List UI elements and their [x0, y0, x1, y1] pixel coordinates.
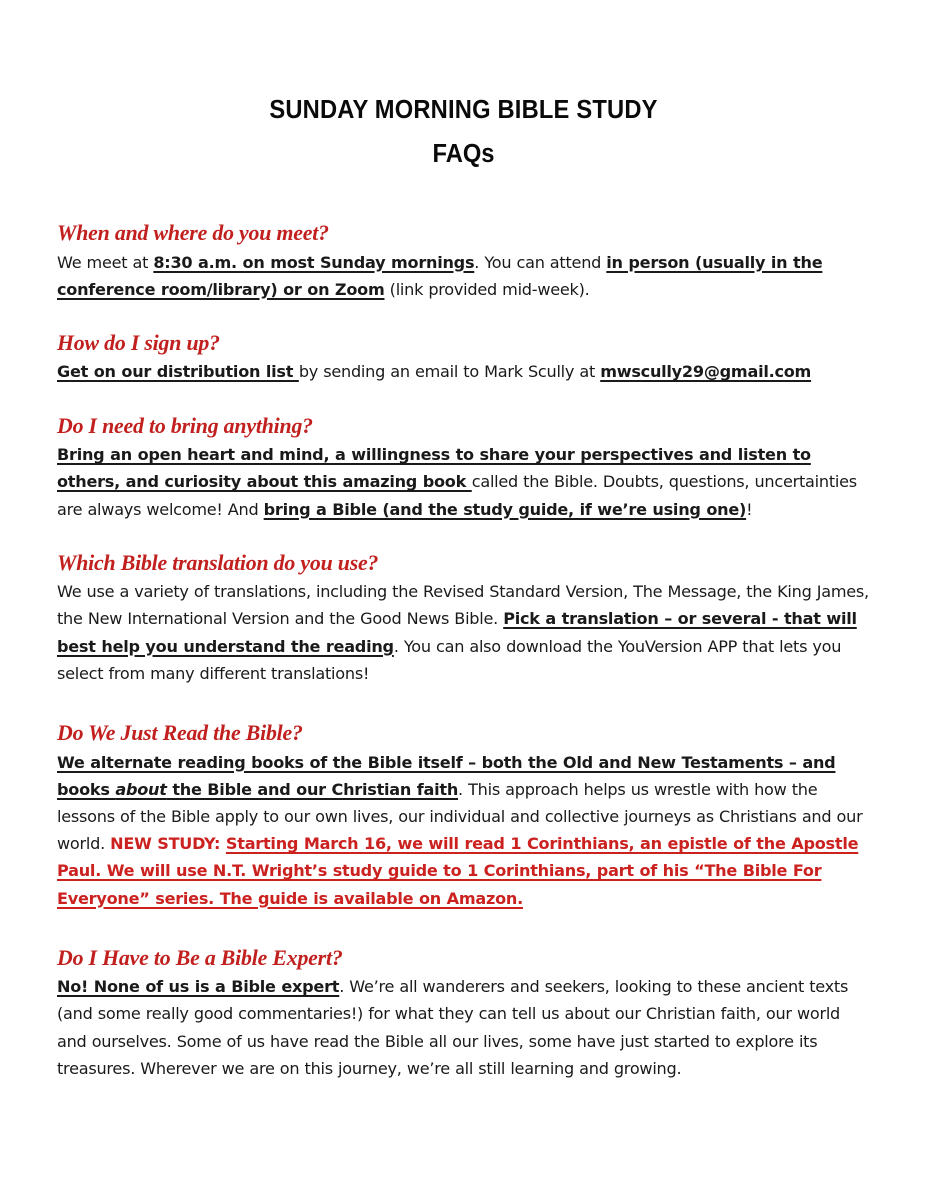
- answer-emphasis-time: 8:30 a.m. on most Sunday mornings: [153, 252, 475, 272]
- section-spacer: [57, 687, 869, 722]
- answer-emphasis-pick-translation: Pick a translation – or several - that will best help you understand the reading: [57, 609, 857, 656]
- answer-text: (link provided mid-week).: [384, 279, 590, 299]
- faq-list: [57, 222, 869, 1082]
- faq-question-do-we-just-read-the-bible: Do We Just Read the Bible?: [57, 720, 303, 746]
- faq-question-do-i-have-to-be-a-bible-expert: Do I Have to Be a Bible Expert?: [57, 944, 343, 970]
- faq-item-do-i-need-to-bring-anything: [57, 412, 869, 523]
- answer-emphasis-bring-list: Bring an open heart and mind, a willingness to share your perspectives and listen to others, and curiosity about this amazing book: [57, 445, 811, 492]
- answer-emphasis-alternate-reading: We alternate reading books of the Bible itself – both the Old and New Testaments – and books: [57, 752, 836, 799]
- answer-text: called the Bible. Doubts, questions, uncertainties are always welcome! And: [57, 472, 857, 519]
- answer-text: We use a variety of translations, including the Revised Standard Version, The Message, the King James, the New International Version and the Good News Bible.: [57, 582, 869, 629]
- faq-item-do-i-have-to-be-a-bible-expert: [57, 944, 869, 1082]
- faq-question-which-bible-translation: Which Bible translation do you use?: [57, 549, 379, 575]
- faq-item-which-bible-translation: [57, 549, 869, 687]
- faq-answer-do-i-need-to-bring-anything: [57, 441, 869, 523]
- answer-text: . We’re all wanderers and seekers, looking to these ancient texts (and some really good commentaries!) for what they can tell us about our Christian faith, our world and ourselves. Some of us have read the Bible all our lives, some have just started to explore its treasures. Wherever we are on this journey, we’re all still learning and growing.: [57, 977, 849, 1078]
- faq-item-do-we-just-read-the-bible: [57, 722, 869, 912]
- document-header: [0, 0, 927, 168]
- faq-question-how-do-i-sign-up: How do I sign up?: [57, 329, 220, 355]
- answer-emphasis-no-expert: No! None of us is a Bible expert: [57, 977, 340, 997]
- faq-item-how-do-i-sign-up: [57, 329, 869, 386]
- faq-answer-do-i-have-to-be-a-bible-expert: [57, 973, 869, 1082]
- faq-item-when-and-where: [57, 222, 869, 303]
- faq-answer-which-bible-translation: [57, 578, 869, 687]
- new-study-details: Starting March 16, we will read 1 Corinthians, an epistle of the Apostle Paul. We will use N.T. Wright’s study guide to 1 Corinthians, part of his “The Bible For Everyone” series. The guide is available on Amazon.: [57, 834, 859, 908]
- answer-emphasis-location: in person (usually in the conference room/library) or on Zoom: [57, 252, 823, 299]
- section-spacer: [57, 303, 869, 332]
- new-study-label: NEW STUDY:: [110, 834, 221, 854]
- section-spacer: [57, 523, 869, 552]
- page-title: SUNDAY MORNING BIBLE STUDY: [269, 96, 658, 124]
- answer-text: . You can also download the YouVersion APP that lets you select from many different translations!: [57, 636, 842, 683]
- answer-emphasis-about-italic: about: [115, 779, 167, 799]
- answer-text: by sending an email to Mark Scully at: [298, 362, 601, 382]
- answer-text: We meet at: [57, 252, 154, 272]
- faq-answer-do-we-just-read-the-bible: [57, 749, 869, 912]
- answer-emphasis-bring-bible: bring a Bible (and the study guide, if we’re using one): [263, 499, 747, 519]
- answer-emphasis-distribution-list: Get on our distribution list: [57, 362, 299, 382]
- answer-text: !: [746, 499, 753, 519]
- answer-emphasis-christian-faith: the Bible and our Christian faith: [166, 779, 459, 799]
- page-subtitle: FAQs: [432, 139, 495, 168]
- faq-question-when-and-where: When and where do you meet?: [57, 220, 329, 245]
- faq-answer-how-do-i-sign-up: [57, 358, 869, 385]
- section-spacer: [57, 386, 869, 415]
- answer-text: . You can attend: [474, 252, 607, 272]
- email-link[interactable]: mwscully29@gmail.com: [600, 362, 812, 382]
- answer-text: . This approach helps us wrestle with how the lessons of the Bible apply to our own lives, our individual and collective journeys as Christians and our world.: [57, 779, 863, 854]
- faq-question-do-i-need-to-bring-anything: Do I need to bring anything?: [57, 412, 313, 438]
- section-spacer: [57, 912, 869, 947]
- faq-answer-when-and-where: [57, 249, 869, 303]
